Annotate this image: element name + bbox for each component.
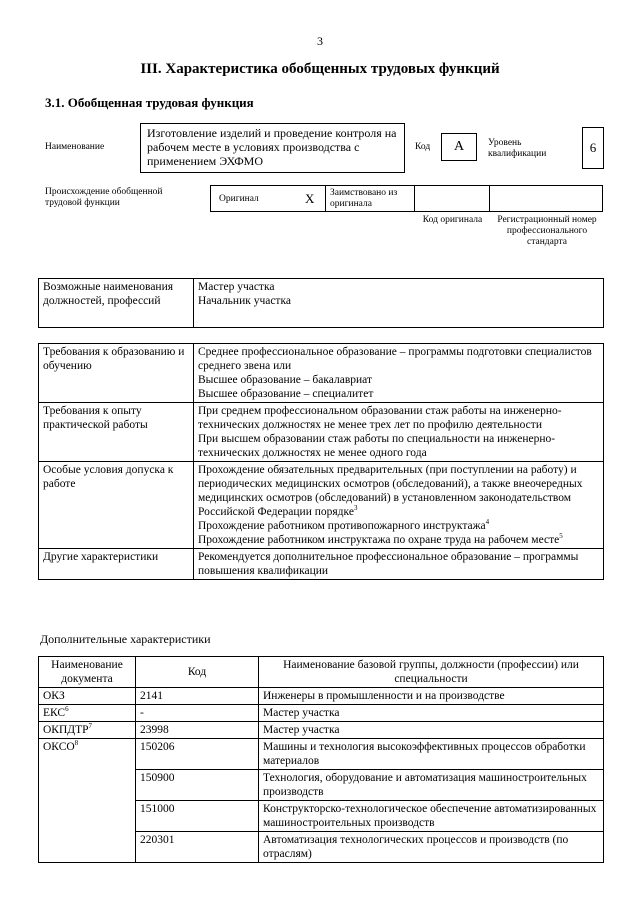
footnote-ref: 3 xyxy=(353,504,358,513)
footnote-ref: 6 xyxy=(65,705,69,714)
positions-table xyxy=(38,278,604,328)
footnote-ref: 4 xyxy=(485,518,490,527)
positions-label: Возможные наименования должностей, профессий xyxy=(39,279,194,328)
col-header-doc: Наименование документа xyxy=(39,657,136,688)
req-line: При высшем образовании стаж работы по специальности на инженерно-технических должностях не менее одного года xyxy=(198,433,556,459)
name-cell: Мастер участка xyxy=(259,705,604,722)
name-cell: Инженеры в промышленности и на производстве xyxy=(259,688,604,705)
table-row xyxy=(39,705,604,722)
req-line: При среднем профессиональном образовании стаж работы на инженерно-технических должностях не менее трех лет по профилю деятельности xyxy=(198,405,562,431)
reg-number-cell xyxy=(489,185,603,212)
code-original-label: Код оригинала xyxy=(422,215,483,225)
positions-values xyxy=(194,279,604,328)
req-line: Рекомендуется дополнительное профессиональное образование – программы повышения квалификации xyxy=(198,551,579,577)
col-header-code: Код xyxy=(136,657,259,688)
section-title: III. Характеристика обобщенных трудовых функций xyxy=(140,61,500,77)
req-experience-label: Требования к опыту практической работы xyxy=(39,403,194,462)
additional-title: Дополнительные характеристики xyxy=(40,632,211,646)
req-other-values xyxy=(194,549,604,580)
req-line: Прохождение обязательных предварительных (при поступлении на работу) и периодических медицинских осмотров (обследований), а также внеочередных медицинских осмотров (обследований) в установленном законодательством Российской Федерации порядке$^3$ xyxy=(198,464,583,518)
req-admission-values xyxy=(194,462,604,549)
table-row xyxy=(39,739,604,770)
subsection-title: 3.1. Обобщенная трудовая функция xyxy=(45,95,254,110)
requirements-table xyxy=(38,343,604,580)
col-header-name: Наименование базовой группы, должности (профессии) или специальности xyxy=(259,657,604,688)
req-experience-values xyxy=(194,403,604,462)
footnote-ref: 5 xyxy=(559,532,563,541)
level-value: 6 xyxy=(582,127,604,169)
additional-table xyxy=(38,656,604,863)
original-label: Оригинал xyxy=(219,194,259,204)
req-line: Прохождение работником инструктажа по охране труда на рабочем месте$^5$ xyxy=(198,532,563,546)
position-item: Мастер участка xyxy=(198,281,275,293)
origin-borrowed-cell xyxy=(325,185,415,212)
req-education-label: Требования к образованию и обучению xyxy=(39,344,194,403)
original-mark: X xyxy=(305,191,315,206)
code-cell: 23998 xyxy=(136,722,259,739)
req-line: Высшее образование – бакалавриат xyxy=(198,374,372,386)
level-label: Уровень квалификации xyxy=(488,138,547,159)
footnote-ref: 8 xyxy=(74,739,79,748)
name-cell: Технология, оборудование и автоматизация машиностроительных производств xyxy=(259,770,604,801)
req-admission-label: Особые условия допуска к работе xyxy=(39,462,194,549)
doc-cell: ОКСО$^8$ xyxy=(39,739,136,863)
code-cell: 151000 xyxy=(136,801,259,832)
code-original-cell xyxy=(414,185,490,212)
req-other-label: Другие характеристики xyxy=(39,549,194,580)
page-number: 3 xyxy=(317,34,323,48)
code-label: Код xyxy=(415,142,431,152)
reg-number-label: Регистрационный номер профессионального стандарта xyxy=(497,215,597,247)
doc-cell: ЕКС$^6$ xyxy=(39,705,136,722)
doc-cell: ОКЗ xyxy=(39,688,136,705)
doc-cell: ОКПДТР$^7$ xyxy=(39,722,136,739)
position-item: Начальник участка xyxy=(198,295,291,307)
code-cell: 220301 xyxy=(136,832,259,863)
name-cell: Мастер участка xyxy=(259,722,604,739)
req-line: Среднее профессиональное образование – программы подготовки специалистов среднего звена или xyxy=(198,346,592,372)
origin-label: Происхождение обобщенной трудовой функции xyxy=(45,187,163,208)
code-cell: 2141 xyxy=(136,688,259,705)
code-cell: 150900 xyxy=(136,770,259,801)
code-value: A xyxy=(441,133,477,161)
name-label: Наименование xyxy=(45,142,105,152)
origin-original-cell xyxy=(210,185,326,212)
req-education-values xyxy=(194,344,604,403)
name-cell: Машины и технология высокоэффективных процессов обработки материалов xyxy=(259,739,604,770)
table-row xyxy=(39,722,604,739)
borrowed-label: Заимствовано из оригинала xyxy=(330,188,398,209)
req-line: Прохождение работником противопожарного инструктажа$^4$ xyxy=(198,518,490,532)
name-cell: Автоматизация технологических процессов и производств (по отраслям) xyxy=(259,832,604,863)
req-line: Высшее образование – специалитет xyxy=(198,388,374,400)
code-cell: - xyxy=(136,705,259,722)
footnote-ref: 7 xyxy=(88,722,93,731)
name-cell: Конструкторско-технологическое обеспечение автоматизированных машиностроительных производств xyxy=(259,801,604,832)
code-cell: 150206 xyxy=(136,739,259,770)
table-row xyxy=(39,688,604,705)
name-value: Изготовление изделий и проведение контроля на рабочем месте в условиях производства с применением ЭХФМО xyxy=(140,123,405,173)
